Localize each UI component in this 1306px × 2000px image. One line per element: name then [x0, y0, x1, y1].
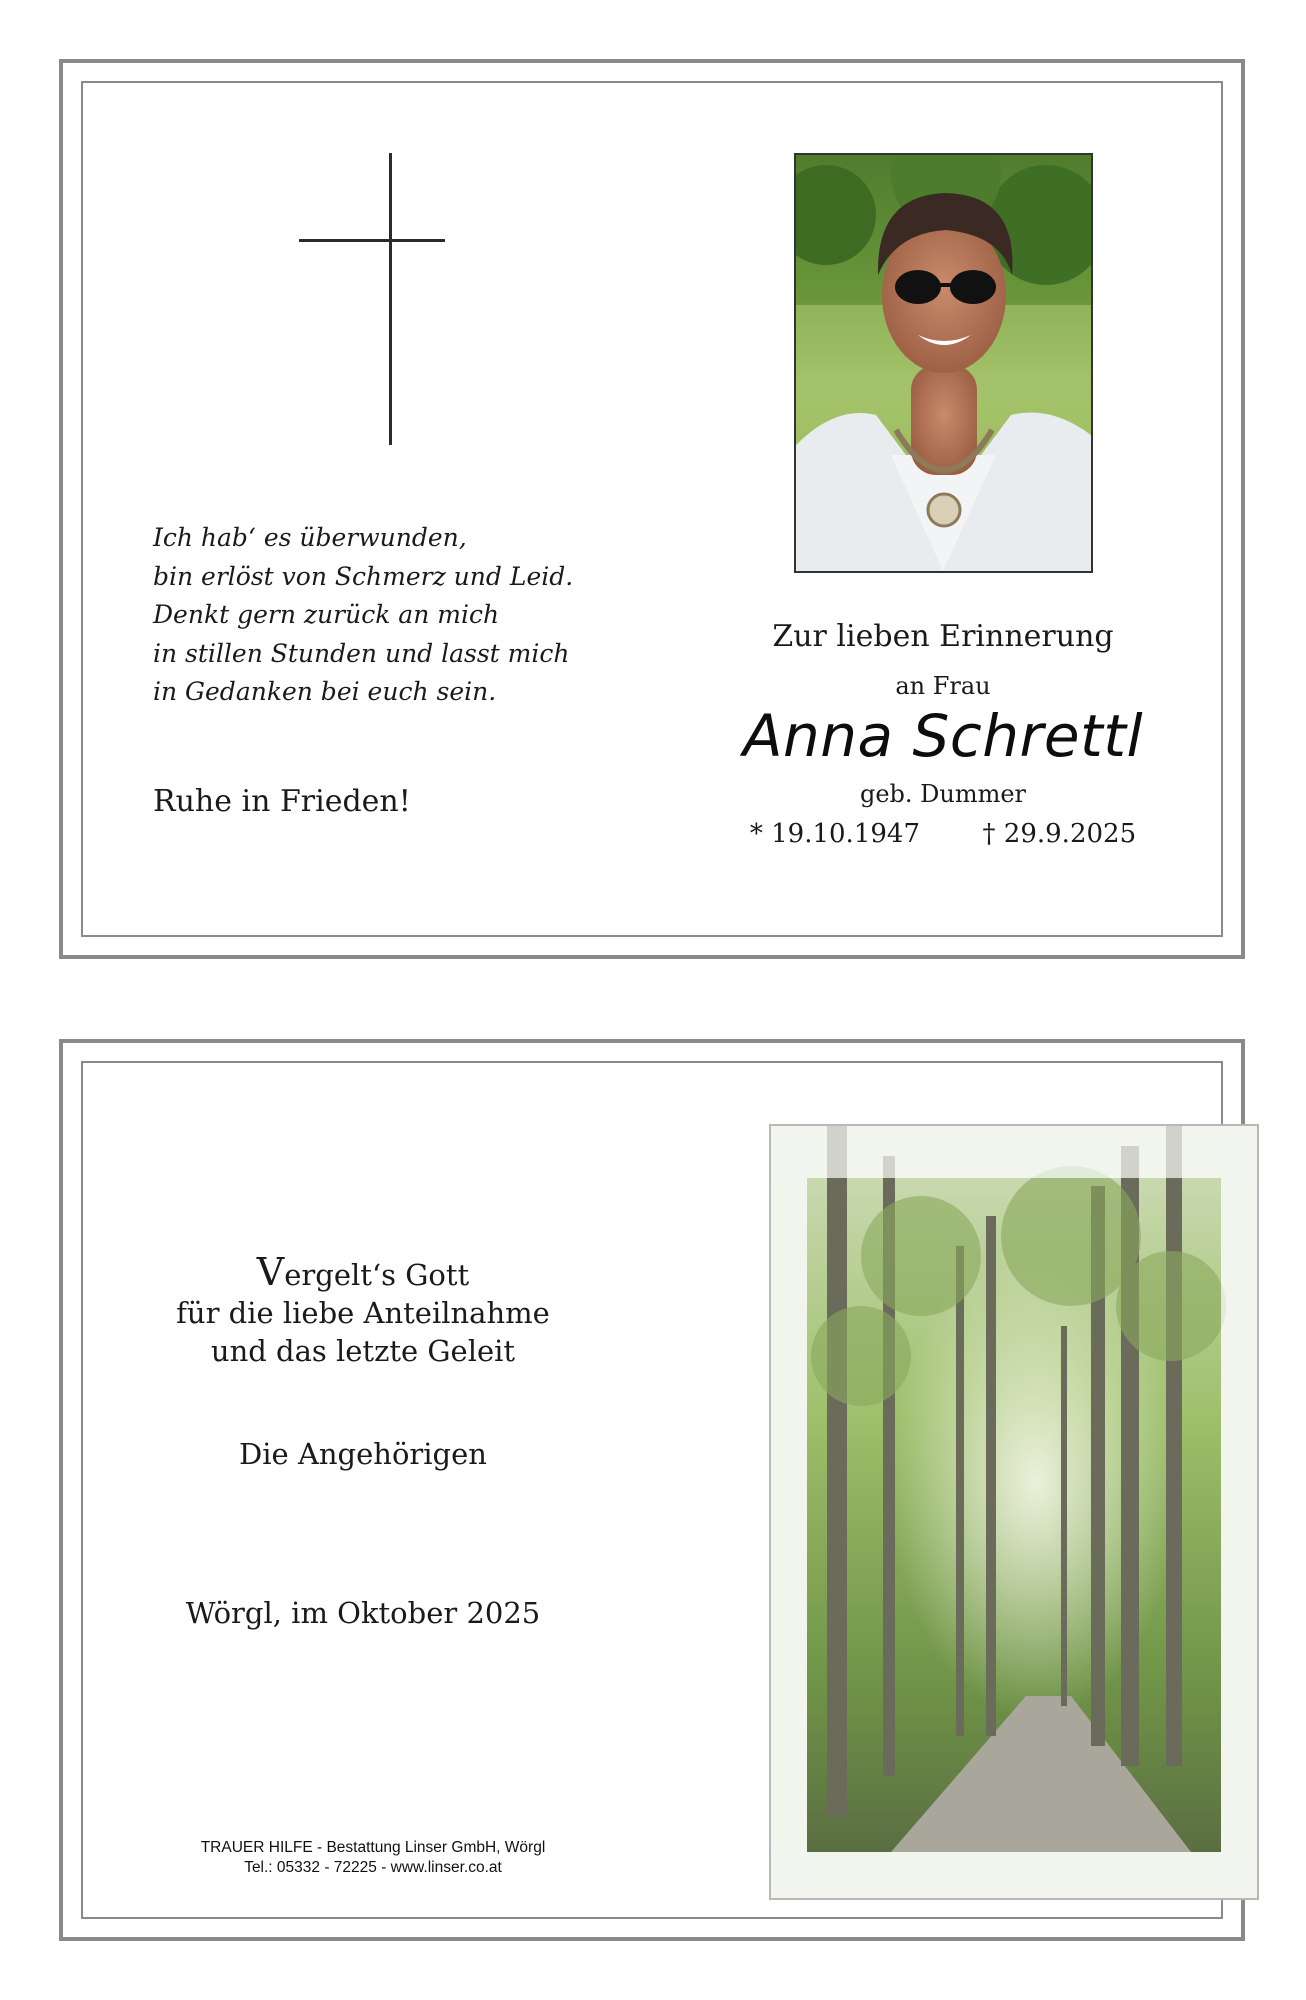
thanks-line-2: für die liebe Anteilnahme: [176, 1296, 550, 1330]
thanks-text: [163, 1250, 563, 1370]
footer-line-2: Tel.: 05332 - 72225 - www.linser.co.at: [244, 1859, 502, 1876]
life-dates: [723, 819, 1163, 849]
place-date: Wörgl, im Oktober 2025: [185, 1596, 541, 1630]
portrait-photo: [794, 153, 1093, 573]
poem-line: Denkt gern zurück an mich: [153, 600, 500, 629]
thanks-line-1-rest: ergelt‘s Gott: [284, 1258, 470, 1292]
back-card-inner-frame: [81, 1061, 1223, 1919]
front-card-inner-frame: [81, 81, 1223, 937]
poem-line: Ich hab‘ es überwunden,: [153, 523, 467, 552]
poem-line: in stillen Stunden und lasst mich: [153, 638, 570, 668]
poem-line: bin erlöst von Schmerz und Leid.: [153, 561, 574, 591]
thanks-line-3: und das letzte Geleit: [210, 1334, 516, 1368]
thanks-line-1: [163, 1250, 563, 1294]
funeral-home-footer: [143, 1838, 603, 1878]
rest-in-peace: Ruhe in Frieden!: [153, 784, 411, 819]
memory-heading: Zur lieben Erinnerung: [772, 619, 1114, 654]
poem-line: in Gedanken bei euch sein.: [153, 677, 497, 706]
forest-path-image: [769, 1124, 1259, 1900]
deceased-name: Anna Schrettl: [742, 702, 1144, 770]
death-date: † 29.9.2025: [982, 819, 1137, 849]
back-card: [59, 1039, 1245, 1941]
front-card: [59, 59, 1245, 959]
poem: [153, 519, 633, 712]
footer-line-1: TRAUER HILFE - Bestattung Linser GmbH, Wörgl: [200, 1839, 546, 1856]
maiden-name: geb. Dummer: [859, 780, 1027, 808]
relatives: Die Angehörigen: [239, 1437, 487, 1471]
salutation: an Frau: [895, 672, 991, 700]
thanks-initial: V: [256, 1250, 285, 1294]
birth-date: * 19.10.1947: [749, 819, 920, 849]
